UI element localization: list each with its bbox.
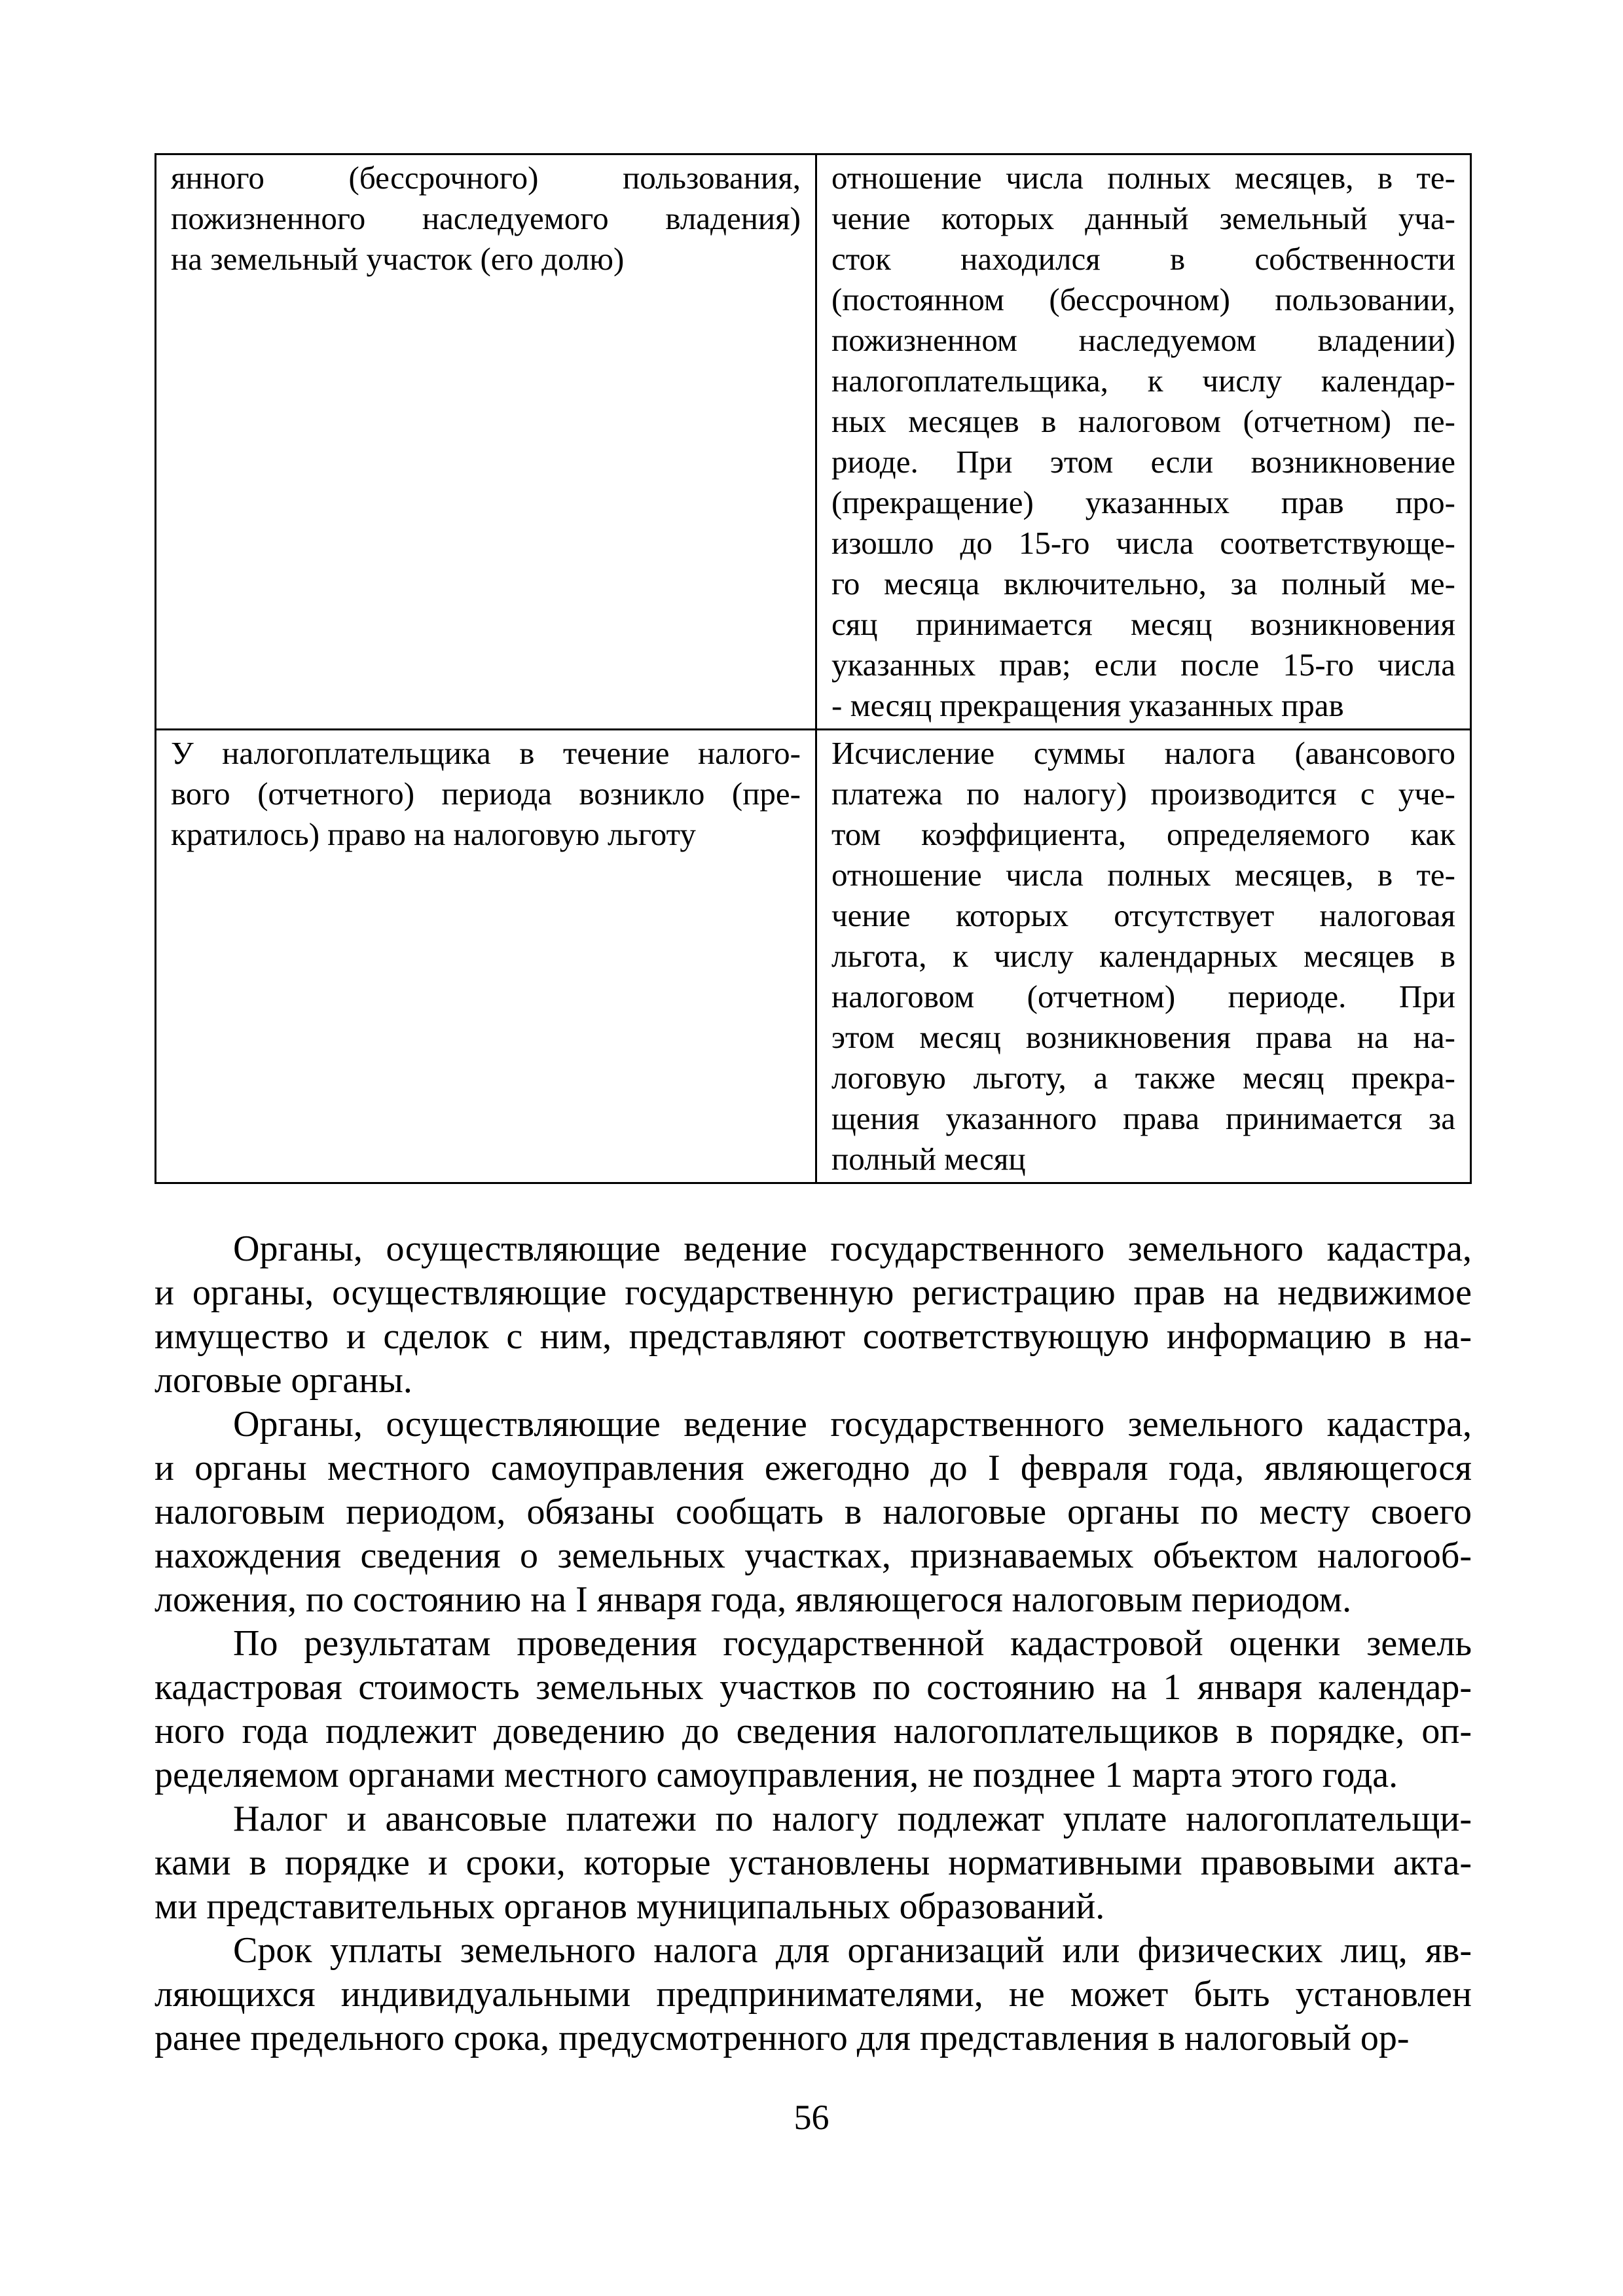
cell-text-line: платежа по налогу) производится с уче-	[831, 776, 1455, 812]
paragraph	[155, 1227, 1472, 1403]
cell-text-line: сток находился в собственности	[831, 241, 1455, 277]
cell-text-line: риоде. При этом если возникновение	[831, 444, 1455, 480]
paragraph	[155, 1403, 1472, 1622]
cell-text-line: чение которых данный земельный уча-	[831, 200, 1455, 236]
paragraph-line: налоговым периодом, обязаны сообщать в налоговые органы по месту своего	[155, 1492, 1472, 1532]
paragraph-line: логовые органы.	[155, 1360, 412, 1401]
paragraph	[155, 1797, 1472, 1929]
paragraph-line: ложения, по состоянию на I января года, являющегося налоговым периодом.	[155, 1579, 1352, 1620]
cell-text-line: Исчисление суммы налога (авансового	[831, 735, 1455, 771]
cell-text-line: чение которых отсутствует налоговая	[831, 897, 1455, 933]
calculation-cell	[816, 730, 1471, 1183]
table-row	[156, 730, 1471, 1183]
cell-text-line: льгота, к числу календарных месяцев в	[831, 938, 1455, 974]
paragraph-line: Срок уплаты земельного налога для организаций или физических лиц, яв-	[233, 1930, 1472, 1971]
paragraph-line: ляющихся индивидуальными предпринимателями, не может быть установлен	[155, 1974, 1472, 2015]
cell-text-line: щения указанного права принимается за	[831, 1100, 1455, 1136]
cell-text-line: пожизненном наследуемом владении)	[831, 322, 1455, 358]
cell-text-line: ных месяцев в налоговом (отчетном) пе-	[831, 403, 1455, 439]
cell-text-line: указанных прав; если после 15-го числа	[831, 647, 1455, 683]
paragraph-line: Органы, осуществляющие ведение государственного земельного кадастра,	[233, 1404, 1472, 1444]
page-number: 56	[793, 2098, 830, 2137]
cell-text-line: отношение числа полных месяцев, в те-	[831, 160, 1455, 196]
cell-text-line: логовую льготу, а также месяц прекра-	[831, 1060, 1455, 1096]
cell-text-line: отношение числа полных месяцев, в те-	[831, 857, 1455, 893]
calculation-cell	[816, 154, 1471, 730]
cell-text-line: полный месяц	[831, 1141, 1026, 1177]
cell-text-line: сяц принимается месяц возникновения	[831, 606, 1455, 642]
paragraph-line: нахождения сведения о земельных участках, признаваемых объектом налогооб-	[155, 1535, 1472, 1576]
paragraph-line: По результатам проведения государственной кадастровой оценки земель	[233, 1623, 1472, 1664]
paragraph-line: Налог и авансовые платежи по налогу подлежат уплате налогоплательщи-	[233, 1799, 1472, 1839]
cell-text-line: (прекращение) указанных прав про-	[831, 484, 1455, 520]
cell-text-line: пожизненного наследуемого владения)	[171, 200, 801, 236]
paragraph-line: ками в порядке и сроки, которые установлены нормативными правовыми акта-	[155, 1842, 1472, 1883]
paragraph	[155, 1929, 1472, 2060]
paragraph-line: и органы, осуществляющие государственную регистрацию прав на недвижимое	[155, 1272, 1472, 1313]
cell-text-line: налоговом (отчетном) периоде. При	[831, 978, 1455, 1014]
body-text	[155, 1227, 1472, 2060]
tax-table	[155, 153, 1472, 1184]
paragraph-line: кадастровая стоимость земельных участков по состоянию на 1 января календар-	[155, 1667, 1472, 1708]
cell-text-line: У налогоплательщика в течение налого-	[171, 735, 801, 771]
cell-text-line: вого (отчетного) периода возникло (пре-	[171, 776, 801, 812]
paragraph-line: имущество и сделок с ним, представляют соответствующую информацию в на-	[155, 1316, 1472, 1357]
paragraph-line: ного года подлежит доведению до сведения налогоплательщиков в порядке, оп-	[155, 1711, 1472, 1751]
cell-text-line: кратилось) право на налоговую льготу	[171, 816, 696, 852]
paragraph-line: и органы местного самоуправления ежегодно до I февраля года, являющегося	[155, 1448, 1472, 1488]
paragraph-line: ределяемом органами местного самоуправления, не позднее 1 марта этого года.	[155, 1755, 1398, 1795]
cell-text-line: го месяца включительно, за полный ме-	[831, 565, 1455, 601]
condition-cell	[156, 154, 816, 730]
cell-text-line: налогоплательщика, к числу календар-	[831, 363, 1455, 399]
cell-text-line: янного (бессрочного) пользования,	[171, 160, 801, 196]
paragraph-line: ми представительных органов муниципальных образований.	[155, 1886, 1105, 1927]
condition-cell	[156, 730, 816, 1183]
cell-text-line: - месяц прекращения указанных прав	[831, 687, 1344, 723]
paragraph	[155, 1622, 1472, 1797]
cell-text-line: том коэффициента, определяемого как	[831, 816, 1455, 852]
table-row	[156, 154, 1471, 730]
cell-text-line: изошло до 15-го числа соответствующе-	[831, 525, 1455, 561]
cell-text-line: на земельный участок (его долю)	[171, 241, 625, 277]
cell-text-line: (постоянном (бессрочном) пользовании,	[831, 281, 1455, 317]
paragraph-line: Органы, осуществляющие ведение государственного земельного кадастра,	[233, 1229, 1472, 1269]
paragraph-line: ранее предельного срока, предусмотренного для представления в налоговый ор-	[155, 2018, 1410, 2058]
cell-text-line: этом месяц возникновения права на на-	[831, 1019, 1455, 1055]
